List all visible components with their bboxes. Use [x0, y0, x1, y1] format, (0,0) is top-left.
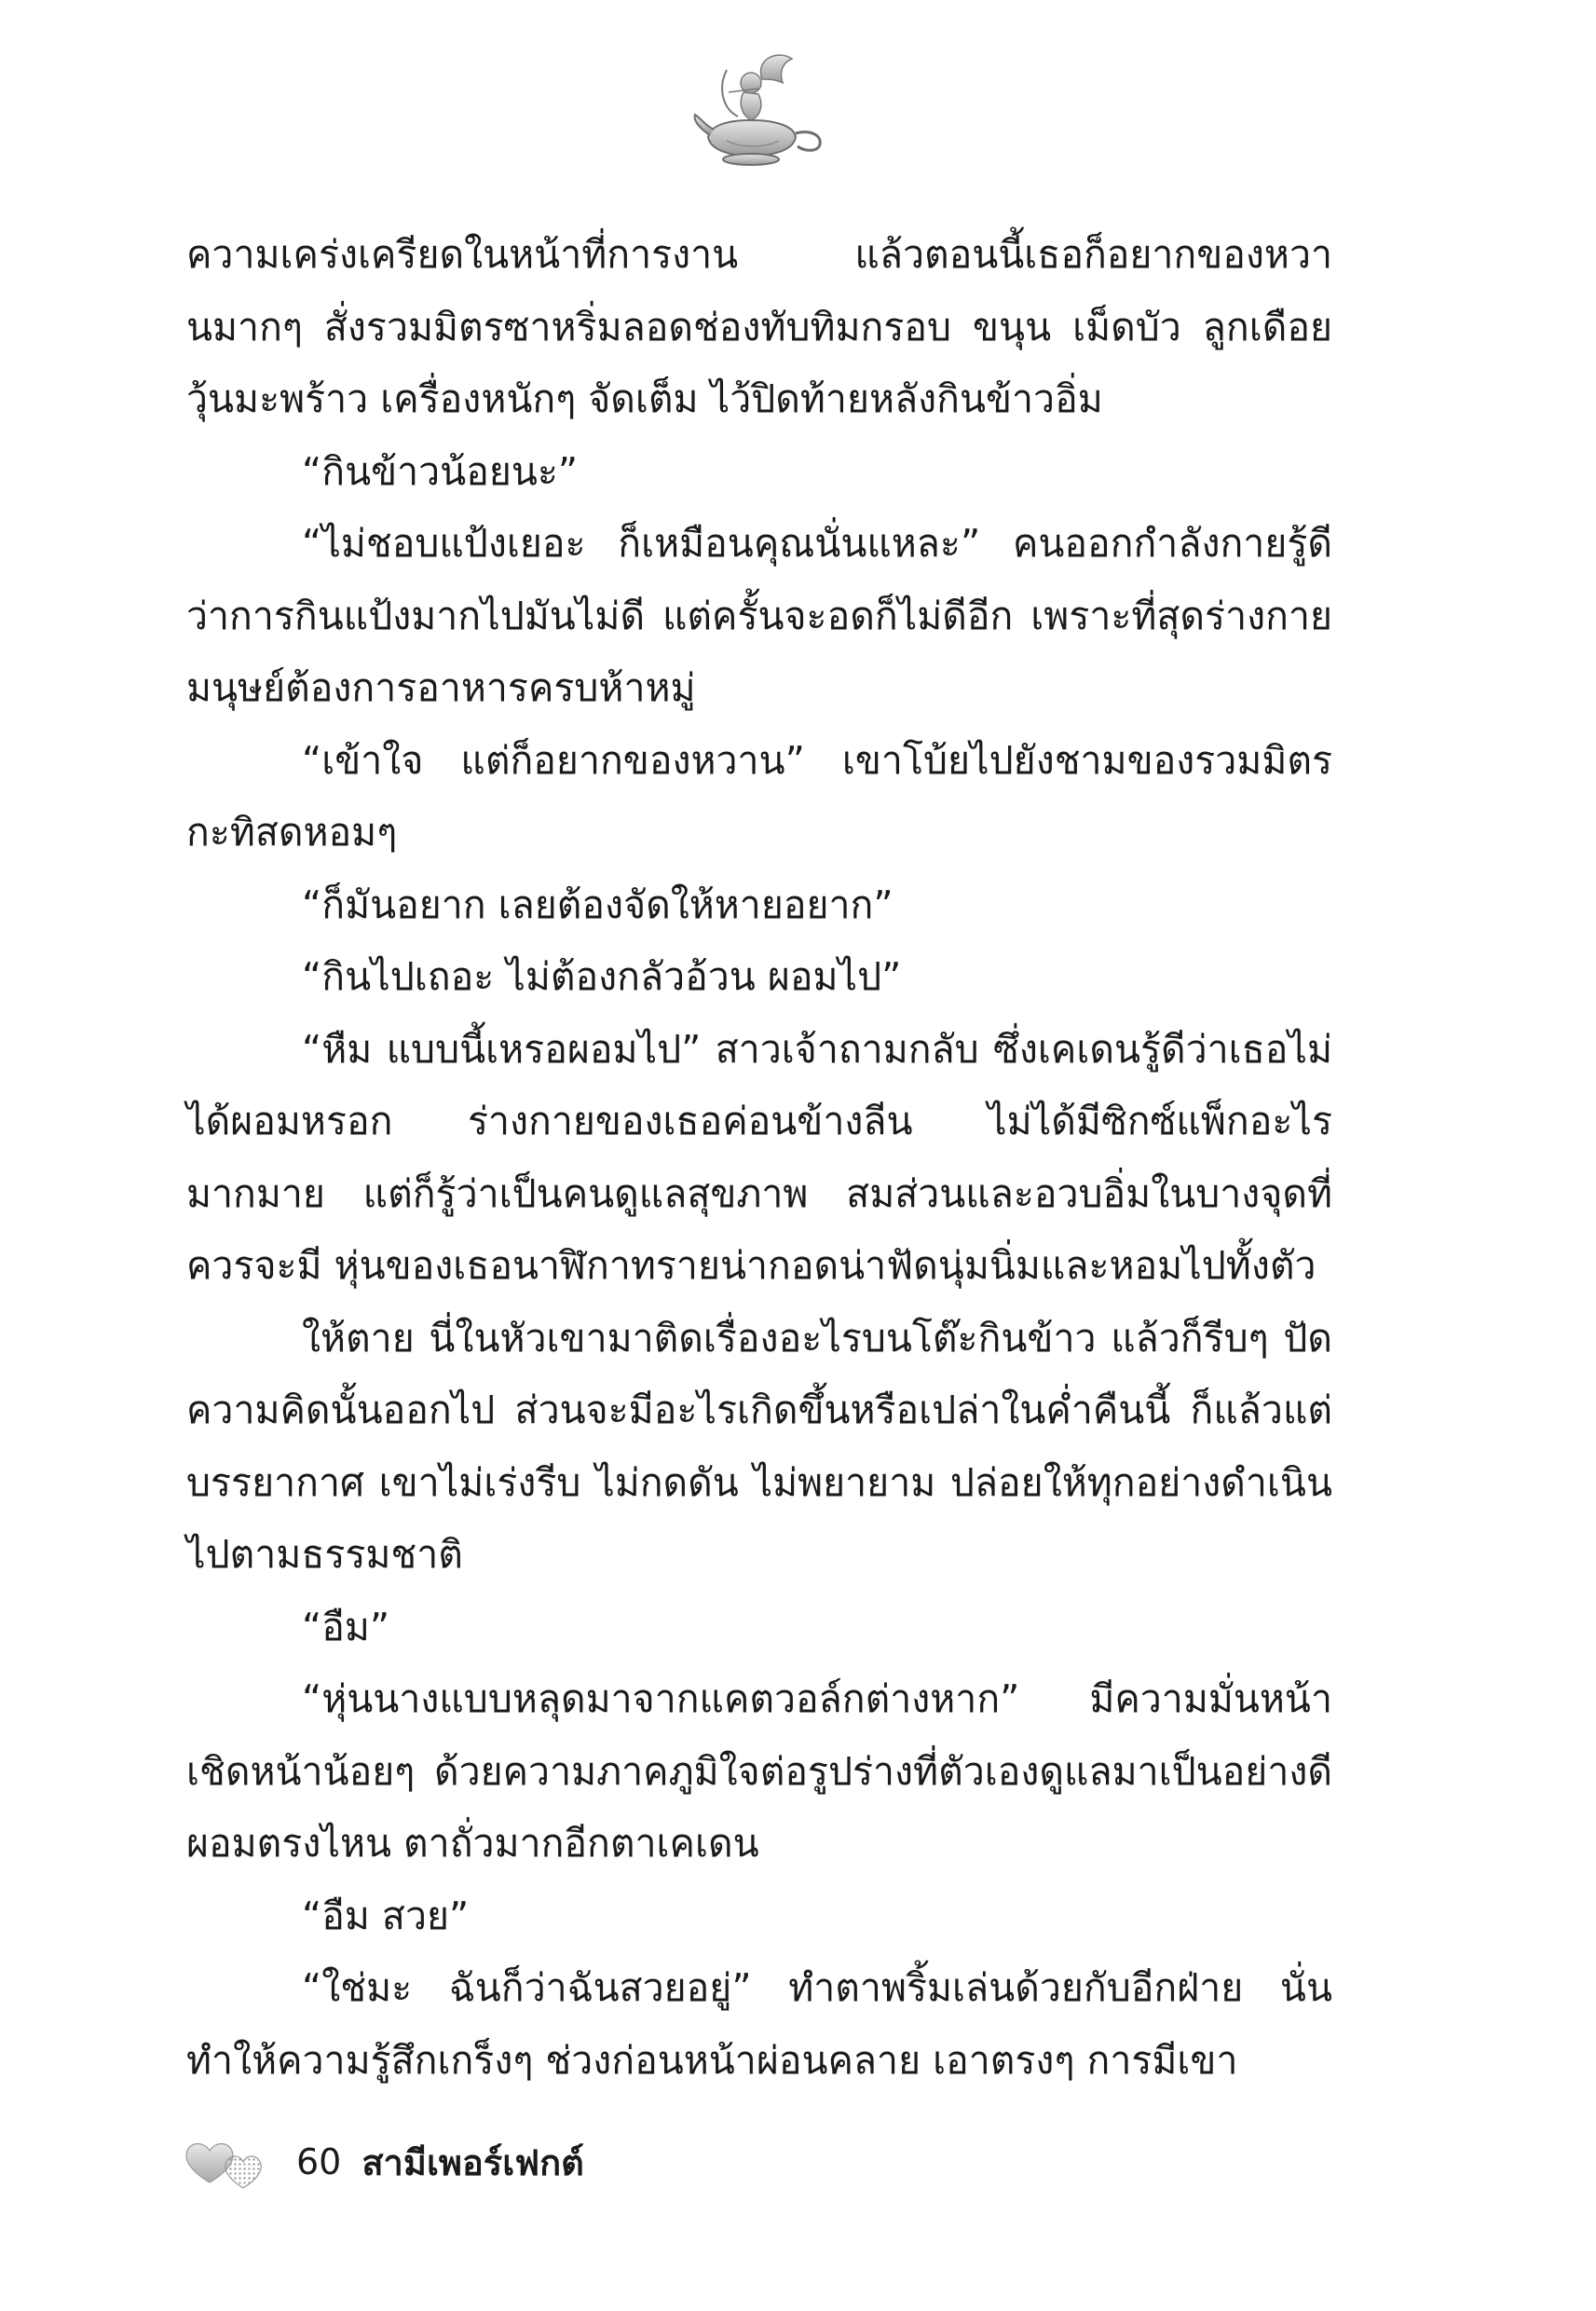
paragraph: “ก็มันอยาก เลยต้องจัดให้หายอยาก” — [302, 882, 893, 927]
book-title: สามีเพอร์เฟกต์ — [361, 2141, 584, 2183]
paragraph: “อืม” — [302, 1604, 390, 1649]
paragraph: “กินไปเถอะ ไม่ต้องกลัวอ้วน ผอมไป” — [302, 954, 902, 999]
paragraph: “หืม แบบนี้เหรอผอมไป” สาวเจ้าถามกลับ ซึ่งเคเดนรู้ดีว่าเธอไม่ได้ผอมหรอก ร่างกายของเธอค่อนข้างลีน ไม่ได้มีซิกซ์แพ็กอะไรมากมาย แต่ก็รู้ว่าเป็นคนดูแลสุขภาพ สมส่วนและอวบอิ่มในบางจุดที่ควรจะมี หุ่นของเธอนาฬิกาทรายน่ากอดน่าฟัดนุ่มนิ่มและหอมไปทั้งตัว — [186, 1026, 1332, 1288]
paragraph: “กินข้าวน้อยนะ” — [302, 448, 579, 494]
paragraph: “ไม่ชอบแป้งเยอะ ก็เหมือนคุณนั่นแหละ” คนออกกำลังกายรู้ดีว่าการกินแป้งมากไปมันไม่ดี แต่ครั้นจะอดก็ไม่ดีอีก เพราะที่สุดร่างกายมนุษย์ต้องการอาหารครบห้าหมู่ — [186, 521, 1332, 710]
paragraph: “อืม สวย” — [302, 1893, 470, 1938]
paragraph: “ใช่มะ ฉันก็ว่าฉันสวยอยู่” ทำตาพริ้มเล่นด้วยกับอีกฝ่าย นั่นทำให้ความรู้สึกเกร็งๆ ช่วงก่อนหน้าผ่อนคลาย เอาตรงๆ การมีเขา — [186, 1965, 1332, 2083]
paragraph: “เข้าใจ แต่ก็อยากของหวาน” เขาโบ้ยไปยังชามของรวมมิตรกะทิสดหอมๆ — [186, 737, 1332, 855]
paragraph: ความเคร่งเครียดในหน้าที่การงาน แล้วตอนนี้เธอก็อยากของหวานมากๆ สั่งรวมมิตรซาหริ่มลอดช่องทับทิมกรอบ ขนุน เม็ดบัว ลูกเดือย วุ้นมะพร้าว เครื่องหนักๆ จัดเต็ม ไว้ปิดท้ายหลังกินข้าวอิ่ม — [186, 232, 1332, 421]
body-text — [186, 219, 1332, 2097]
hearts-icon — [182, 2134, 270, 2190]
page-footer — [182, 2134, 584, 2190]
paragraph: ให้ตาย นี่ในหัวเขามาติดเรื่องอะไรบนโต๊ะกินข้าว แล้วก็รีบๆ ปัดความคิดนั้นออกไป ส่วนจะมีอะไรเกิดขึ้นหรือเปล่าในค่ำคืนนี้ ก็แล้วแต่บรรยากาศ เขาไม่เร่งรีบ ไม่กดดัน ไม่พยายาม ปล่อยให้ทุกอย่างดำเนินไปตามธรรมชาติ — [186, 1315, 1332, 1577]
cupid-lamp-ornament-icon — [689, 51, 829, 172]
page-number: 60 — [296, 2141, 342, 2182]
paragraph: “หุ่นนางแบบหลุดมาจากแคตวอล์กต่างหาก” มีความมั่นหน้าเชิดหน้าน้อยๆ ด้วยความภาคภูมิใจต่อรูปร่างที่ตัวเองดูแลมาเป็นอย่างดี ผอมตรงไหน ตาถั่วมากอีกตาเคเดน — [186, 1676, 1332, 1866]
